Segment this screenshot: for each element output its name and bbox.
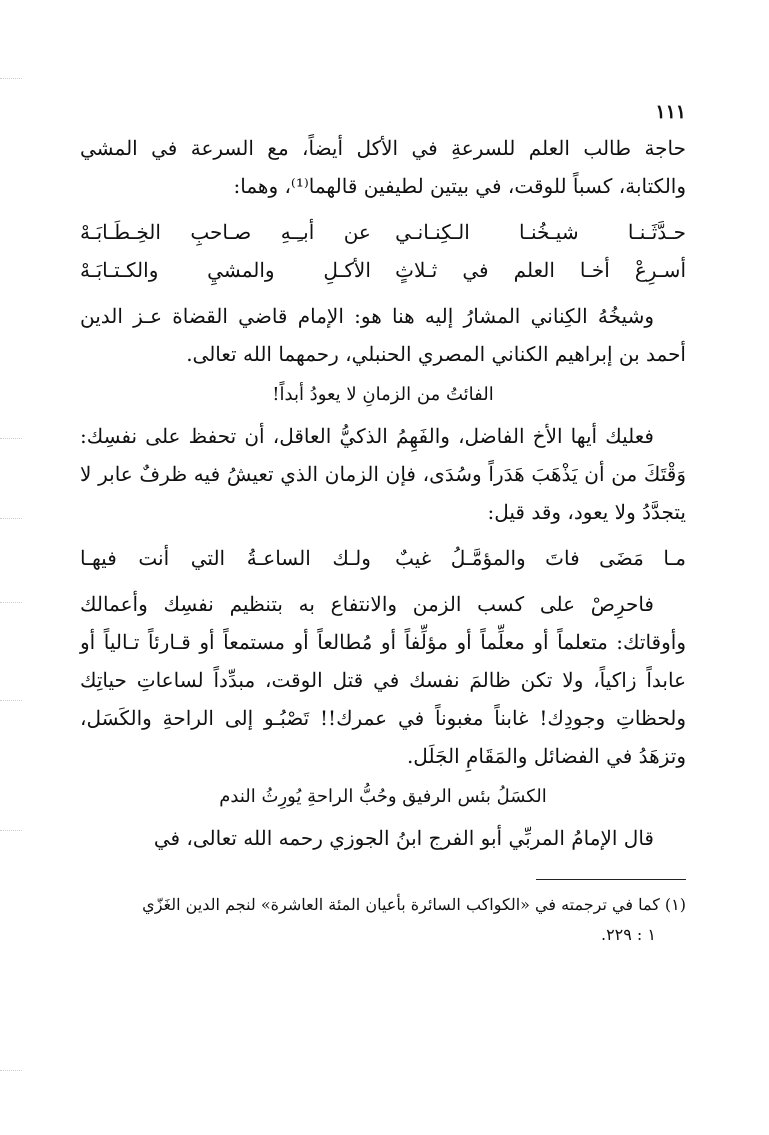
section-heading: الكسَلُ بئس الرفيق وحُبُّ الراحةِ يُورِثُ الندم <box>219 786 547 807</box>
scan-edge-mark <box>0 78 22 79</box>
poem-line <box>80 251 686 289</box>
footnote <box>80 890 686 950</box>
paragraph: فعليك أيها الأخ الفاضل، والفَهِمُ الذكيُّ العاقل، أن تحفظ على نفسِك: وَقْتَكَ من أن يَذْهَبَ هَدَراً وسُدَى، فإن الزمان الذي تعيشُ فيه ظرفٌ عابر لا يتجدَّدُ ولا يعود، وقد قيل: <box>80 424 686 524</box>
paragraph: فاحرِصْ على كسب الزمن والانتفاع به بتنظيم نفسِك وأعمالك وأوقاتك: متعلماً أو معلِّماً أو مؤلِّفاً أو مُطالعاً أو مستمعاً أو قـارئاً تـالياً أو عابداً زاكياً، ولا تكن ظالمَ نفسك في قتل الوقت، مبدِّداً لساعاتِ حياتِك ولحظاتِ وجودِك! غابناً مغبوناً في عمرك!! تَصْبُـو إلى الراحةِ والكَسَل، وتزهَدُ في الفضائل والمَقَامِ الجَلَل. <box>80 592 686 768</box>
verse-hemistich: عن أبـِـهِ صـاحبِ الخِـطَـابَـهْ <box>80 220 371 244</box>
verse-hemistich: الأكـلِ والمشيِ والكـتـابَـهْ <box>80 258 371 282</box>
footnote-line: (١) كما في ترجمته في «الكواكب السائرة بأعيان المئة العاشرة» لنجم الدين الغَزّي <box>142 895 686 914</box>
verse-hemistich: حـدَّثَـنـا شيـخُنـا الـكِنـانـي <box>395 220 686 244</box>
section-heading: الفائتُ من الزمانِ لا يعودُ أبداً! <box>272 384 494 405</box>
scan-edge-mark <box>0 602 22 603</box>
footnote-line: ١ : ٢٢٩. <box>600 925 656 944</box>
paragraph: وشيخُهُ الكِناني المشارُ إليه هنا هو: الإمام قاضي القضاة عـز الدين أحمد بن إبراهيم الكناني المصري الحنبلي، رحمهما الله تعالى. <box>80 304 686 366</box>
scan-edge-mark <box>0 830 22 831</box>
scan-edge-mark <box>0 700 22 701</box>
verse-hemistich: ولـك الساعـةُ التي أنت فيهـا <box>80 546 371 570</box>
poem-line <box>80 539 686 577</box>
book-page <box>80 95 686 950</box>
poem-line <box>80 213 686 251</box>
scan-edge-mark <box>0 1070 22 1071</box>
paragraph: حاجة طالب العلم للسرعةِ في الأكل أيضاً، مع السرعة في المشي والكتابة، كسباً للوقت، في بيتين لطيفين قالهما⁽¹⁾، وهما: <box>80 136 686 198</box>
verse-hemistich: مـا مَضَى فاتَ والمؤمَّـلُ غيبٌ <box>395 546 686 570</box>
scan-edge-mark <box>0 438 22 439</box>
paragraph: قال الإمامُ المربِّي أبو الفرج ابنُ الجوزي رحمه الله تعالى، في <box>153 826 654 850</box>
footnote-divider <box>536 879 686 880</box>
scan-edge-mark <box>0 518 22 519</box>
verse-hemistich: أسـرِعْ أخـا العلم في ثـلاثٍ <box>395 258 686 282</box>
page-number: ١١١ <box>655 101 686 123</box>
